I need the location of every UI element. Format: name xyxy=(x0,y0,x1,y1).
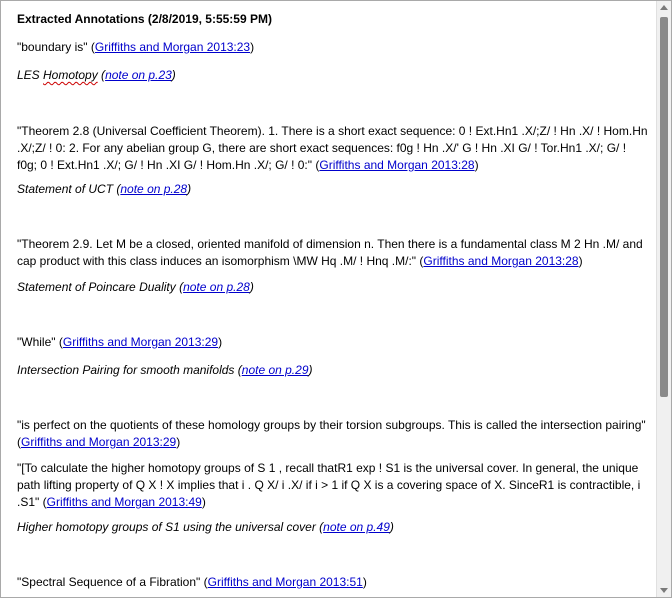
quote-item: "is perfect on the quotients of these homology groups by their torsion subgroups. This is called the intersection pairing" (Griffiths and Morgan 2013:29) xyxy=(17,418,646,449)
citation-link[interactable]: Griffiths and Morgan 2013:28 xyxy=(423,254,579,268)
quote-item: "[To calculate the higher homotopy groups of S 1 , recall thatR1 exp ! S1 is the universal cover. In general, the unique path lifting property of Q X ! X implies that i . Q X/ i .X/ if i > 1 if Q X is a covering space of X. SinceR1 is contractible, i .S1" (Griffiths and Morgan 2013:49) xyxy=(17,461,641,509)
vertical-scrollbar[interactable] xyxy=(656,1,671,597)
note-link[interactable]: note on p.29 xyxy=(241,363,309,377)
citation-link[interactable]: Griffiths and Morgan 2013:28 xyxy=(319,158,475,172)
misspelled-word[interactable]: Homotopy xyxy=(43,68,98,82)
scroll-up-arrow-icon[interactable] xyxy=(660,5,668,10)
citation-link[interactable]: Griffiths and Morgan 2013:49 xyxy=(46,495,202,509)
citation-link[interactable]: Griffiths and Morgan 2013:23 xyxy=(94,40,251,54)
citation-link[interactable]: Griffiths and Morgan 2013:29 xyxy=(62,335,219,349)
scroll-down-arrow-icon[interactable] xyxy=(660,588,668,593)
quote-item: "Theorem 2.8 (Universal Coefficient Theorem). 1. There is a short exact sequence: 0 ! Ext.Hn1 .X/;Z/ ! Hn .X/ ! Hom.Hn .X/;Z/ ! 0: 2. For any abelian group G, there are short exact sequences: f0g ! Hn .X/' G ! Hn .XI G/ ! Tor.Hn1 .X/; G/ ! f0g; 0 ! Ext.Hn1 .X/; G/ ! Hn .XI G/ ! Hom.Hn .X/; G/ ! 0:" (Griffiths and Morgan 2013:28) xyxy=(17,124,648,172)
quote-item: "boundary is" (Griffiths and Morgan 2013:23) xyxy=(17,40,255,54)
scrollbar-thumb[interactable] xyxy=(660,17,668,397)
note-item: Intersection Pairing for smooth manifolds (note on p.29) xyxy=(17,363,313,377)
note-item: LES Homotopy (note on p.23) xyxy=(17,68,176,82)
note-item: Statement of UCT (note on p.28) xyxy=(17,182,192,196)
annotations-content xyxy=(1,1,655,597)
note-link[interactable]: note on p.28 xyxy=(183,280,250,294)
note-link[interactable]: note on p.28 xyxy=(120,182,188,196)
page-title: Extracted Annotations (2/8/2019, 5:55:59 PM) xyxy=(17,12,272,26)
quote-item: "Theorem 2.9. Let M be a closed, oriented manifold of dimension n. Then there is a fundamental class M 2 Hn .M/ and cap product with this class induces an isomorphism \MW Hq .M/ ! Hnq .M/:" (Griffiths and Morgan 2013:28) xyxy=(17,237,643,268)
citation-link[interactable]: Griffiths and Morgan 2013:29 xyxy=(21,435,177,449)
quote-item: "Spectral Sequence of a Fibration" (Griffiths and Morgan 2013:51) xyxy=(17,575,367,589)
note-link[interactable]: note on p.23 xyxy=(105,68,172,82)
quote-item: "While" (Griffiths and Morgan 2013:29) xyxy=(17,335,223,349)
note-link[interactable]: note on p.49 xyxy=(323,520,390,534)
citation-link[interactable]: Griffiths and Morgan 2013:51 xyxy=(207,575,363,589)
note-item: Higher homotopy groups of S1 using the universal cover (note on p.49) xyxy=(17,520,394,534)
note-item: Statement of Poincare Duality (note on p.28) xyxy=(17,280,254,294)
